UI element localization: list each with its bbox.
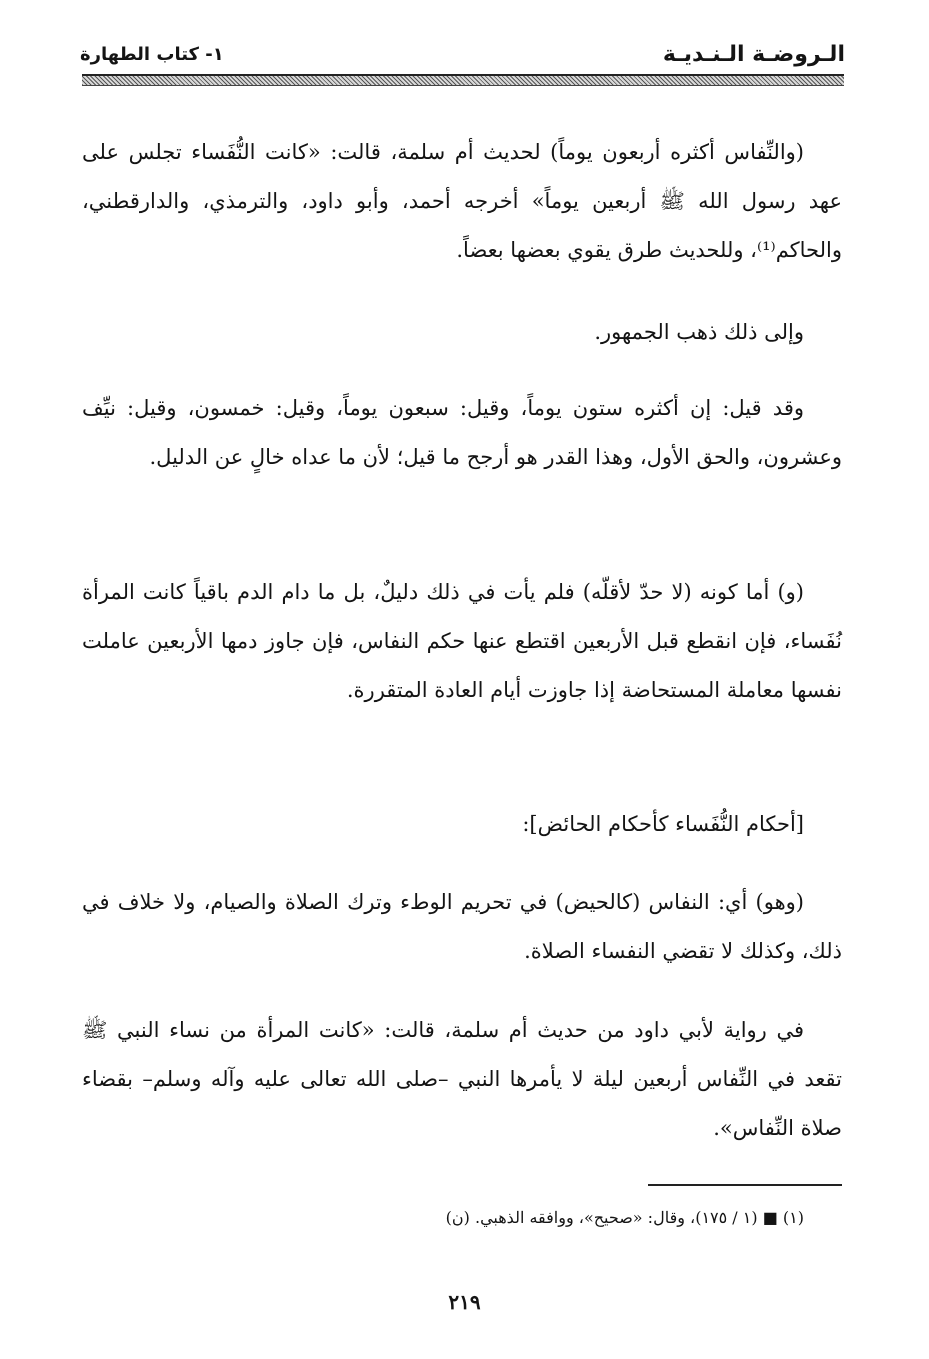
header-divider <box>82 74 844 86</box>
paragraph-other-opinions <box>82 384 842 482</box>
paragraph-text: وإلى ذلك ذهب الجمهور. <box>594 320 804 344</box>
paragraph-nifas-max <box>82 128 842 275</box>
paragraph-no-minimum <box>82 568 842 715</box>
page-number: ٢١٩ <box>448 1290 481 1314</box>
book-title: الـروضـة الـنـديـة <box>662 42 845 67</box>
paragraph-text: (وهو) أي: النفاس (كالحيض) في تحريم الوطء وترك الصلاة والصيام، ولا خلاف في ذلك، وكذلك لا تقضي النفساء الصلاة. <box>82 890 842 963</box>
section-heading <box>82 800 842 849</box>
paragraph-text: (و) أما كونه (لا حدّ لأقلّه) فلم يأت في ذلك دليلٌ، بل ما دام الدم باقياً كانت المرأة نُفَساء، فإن انقطع قبل الأربعين اقتطع عنها حكم النفاس، فإن جاوز دمها الأربعين عاملت نفسها معاملة المستحاضة إذا جاوزت أيام العادة المتقررة. <box>82 580 842 702</box>
paragraph-abu-dawud-narration <box>82 1006 842 1153</box>
chapter-title: ١- كتاب الطهارة <box>80 44 224 65</box>
footnote-divider <box>648 1184 842 1186</box>
paragraph-text: في رواية لأبي داود من حديث أم سلمة، قالت: «كانت المرأة من نساء النبي ﷺ تقعد في النِّفاس أربعين ليلة لا يأمرها النبي –صلى الله تعالى عليه وآله وسلم– بقضاء صلاة النِّفاس». <box>82 1018 842 1140</box>
paragraph-like-menstruation <box>82 878 842 976</box>
paragraph-text: (والنِّفاس أكثره أربعون يوماً) لحديث أم سلمة، قالت: «كانت النُّفَساء تجلس على عهد رسول الله ﷺ أربعين يوماً» أخرجه أحمد، وأبو داود، والترمذي، والدارقطني، والحاكم⁽¹⁾، وللحديث طرق يقوي بعضها بعضاً. <box>82 140 842 262</box>
paragraph-text: وقد قيل: إن أكثره ستون يوماً، وقيل: سبعون يوماً، وقيل: خمسون، وقيل: نيِّف وعشرون، والحق الأول، وهذا القدر هو أرجح ما قيل؛ لأن ما عداه خالٍ عن الدليل. <box>82 396 842 469</box>
running-header <box>80 40 845 72</box>
section-heading-text: [أحكام النُّفَساء كأحكام الحائض]: <box>522 812 804 836</box>
footnote: (١) ■ (١ / ١٧٥)، وقال: «صحيح»، ووافقه الذهبي. (ن) <box>445 1208 804 1227</box>
paragraph-majority <box>82 308 842 357</box>
